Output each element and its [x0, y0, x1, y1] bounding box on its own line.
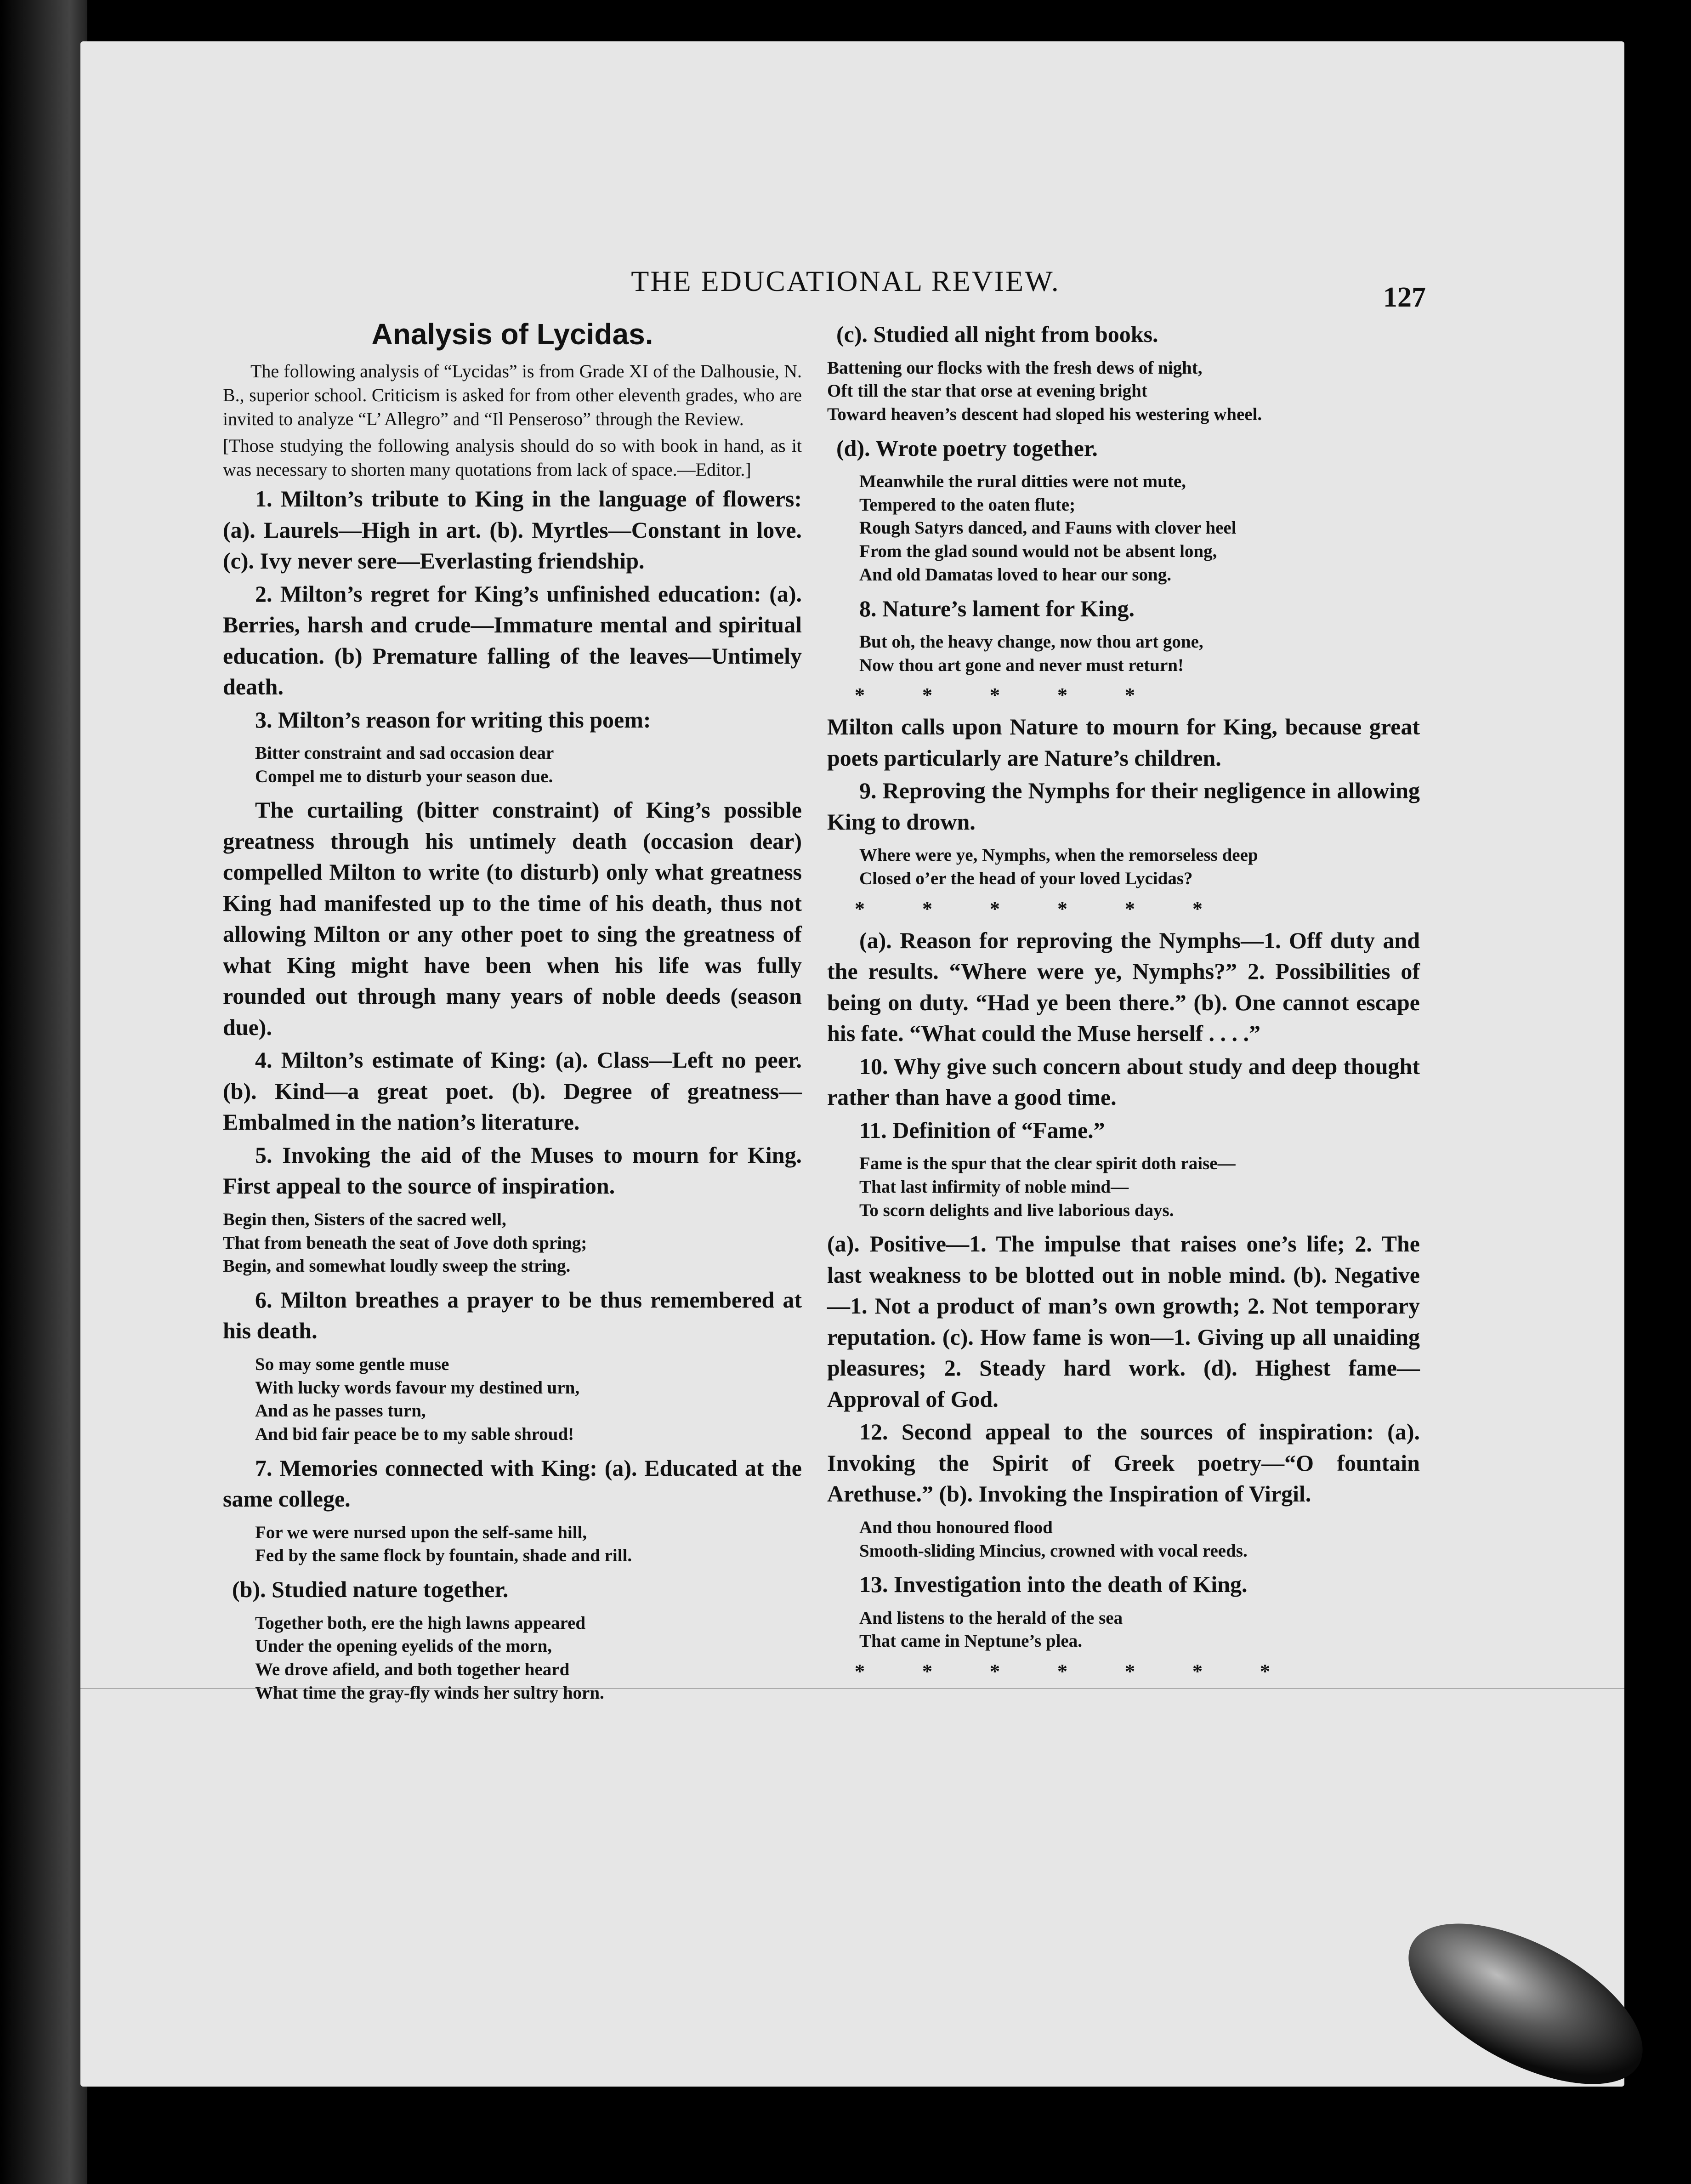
book-spine-shadow	[0, 0, 87, 2184]
asterism-3: * * * * * * *	[855, 1660, 1271, 1683]
quote-7b: Together both, ere the high lawns appeared Under the opening eyelids of the morn, We drove afield, and both together heard What time the gray-fly winds her sultry horn.	[255, 1613, 604, 1703]
section-12: 12. Second appeal to the sources of inspiration: (a). Invoking the Spirit of Greek poetry—“O fountain Arethuse.” (b). Invoking the Inspiration of Virgil.	[827, 1419, 1420, 1507]
section-1: 1. Milton’s tribute to King in the language of flowers: (a). Laurels—High in art. (b). Myrtles—Constant in love. (c). Ivy never sere—Everlasting friendship.	[223, 486, 802, 574]
page-crease	[80, 1688, 1624, 1689]
section-2: 2. Milton’s regret for King’s unfinished education: (a). Berries, harsh and crude—Immature mental and spiritual education. (b) Premature falling of the leaves—Untimely death.	[223, 580, 802, 700]
quote-3: Bitter constraint and sad occasion dear Compel me to disturb your season due.	[255, 743, 554, 786]
quote-7d: Meanwhile the rural ditties were not mute, Tempered to the oaten flute; Rough Satyrs danced, and Fauns with clover heel From the glad sound would not be absent long, And old Damatas loved to hear our song.	[859, 472, 1237, 585]
section-11-explanation: (a). Positive—1. The impulse that raises one’s life; 2. The last weakness to be blotted out in noble mind. (b). Negative—1. Not a product of man’s own growth; 2. Not temporary reputation. (c). How fame is won—1. Giving up all unaiding pleasures; 2. Steady hard work. (d). Highest fame—Approval of God.	[827, 1231, 1420, 1412]
section-13: 13. Investigation into the death of King.	[859, 1571, 1248, 1598]
section-9: 9. Reproving the Nymphs for their negligence in allowing King to drown.	[827, 778, 1420, 835]
asterism-2: * * * * * *	[855, 897, 1203, 920]
quote-12: And thou honoured flood Smooth-sliding Mincius, crowned with vocal reeds.	[859, 1517, 1248, 1561]
quote-7a: For we were nursed upon the self-same hill, Fed by the same flock by fountain, shade and rill.	[255, 1522, 632, 1566]
section-10: 10. Why give such concern about study and deep thought rather than have a good time.	[827, 1053, 1420, 1110]
section-9-explanation: (a). Reason for reproving the Nymphs—1. Off duty and the results. “Where were ye, Nymphs?” 2. Possibilities of being on duty. “Had ye been there.” (b). One cannot escape his fate. “What could the Muse herself . . . .”	[827, 927, 1420, 1046]
section-5: 5. Invoking the aid of the Muses to mourn for King. First appeal to the source of inspiration.	[223, 1142, 802, 1199]
section-6: 6. Milton breathes a prayer to be thus remembered at his death.	[223, 1286, 802, 1344]
section-7: 7. Memories connected with King: (a). Educated at the same college.	[223, 1455, 802, 1512]
quote-5: Begin then, Sisters of the sacred well, That from beneath the seat of Jove doth spring; Begin, and somewhat loudly sweep the string.	[223, 1209, 587, 1276]
quote-11: Fame is the spur that the clear spirit doth raise— That last infirmity of noble mind— To scorn delights and live laborious days.	[859, 1154, 1236, 1220]
section-8-explanation: Milton calls upon Nature to mourn for King, because great poets particularly are Nature’s children.	[827, 714, 1420, 771]
quote-6: So may some gentle muse With lucky words favour my destined urn, And as he passes turn, And bid fair peace be to my sable shroud!	[255, 1354, 580, 1444]
right-column	[827, 317, 1420, 1688]
quote-13: And listens to the herald of the sea That came in Neptune’s plea.	[859, 1608, 1123, 1651]
section-7b: (b). Studied nature together.	[232, 1576, 509, 1603]
article-title: Analysis of Lycidas.	[371, 318, 653, 351]
running-head: THE EDUCATIONAL REVIEW.	[631, 265, 1060, 297]
quote-8: But oh, the heavy change, now thou art gone, Now thou art gone and never must return!	[859, 632, 1203, 675]
section-8: 8. Nature’s lament for King.	[859, 595, 1135, 621]
section-3: 3. Milton’s reason for writing this poem:	[255, 706, 651, 733]
editor-note: [Those studying the following analysis should do so with book in hand, as it was necessary to shorten many quotations from lack of space.—Editor.]	[223, 435, 802, 480]
section-11: 11. Definition of “Fame.”	[859, 1117, 1105, 1143]
section-4: 4. Milton’s estimate of King: (a). Class—Left no peer. (b). Kind—a great poet. (b). Degree of greatness—Embalmed in the nation’s literature.	[223, 1047, 802, 1135]
section-7d: (d). Wrote poetry together.	[836, 435, 1098, 461]
section-3-explanation: The curtailing (bitter constraint) of King’s possible greatness through his untimely death (occasion dear) compelled Milton to write (to disturb) only what greatness King had manifested up to the time of his death, thus not allowing Milton or any other poet to sing the greatness of what King might have been when his life was fully rounded out through many years of noble deeds (season due).	[223, 797, 802, 1040]
page-number: 127	[1383, 282, 1426, 313]
intro-paragraph: The following analysis of “Lycidas” is from Grade XI of the Dalhousie, N. B., superior school. Criticism is asked for from other eleventh grades, who are invited to analyze “L’ Allegro” and “Il Penseroso” through the Review.	[223, 361, 802, 429]
asterism-1: * * * * *	[855, 684, 1136, 707]
quote-7c: Battening our flocks with the fresh dews of night, Oft till the star that orse at evening bright Toward heaven’s descent had sloped his westering wheel.	[827, 358, 1262, 424]
section-7c: (c). Studied all night from books.	[836, 321, 1158, 347]
left-column	[223, 317, 802, 1711]
quote-9: Where were ye, Nymphs, when the remorseless deep Closed o’er the head of your loved Lycidas?	[859, 845, 1258, 889]
